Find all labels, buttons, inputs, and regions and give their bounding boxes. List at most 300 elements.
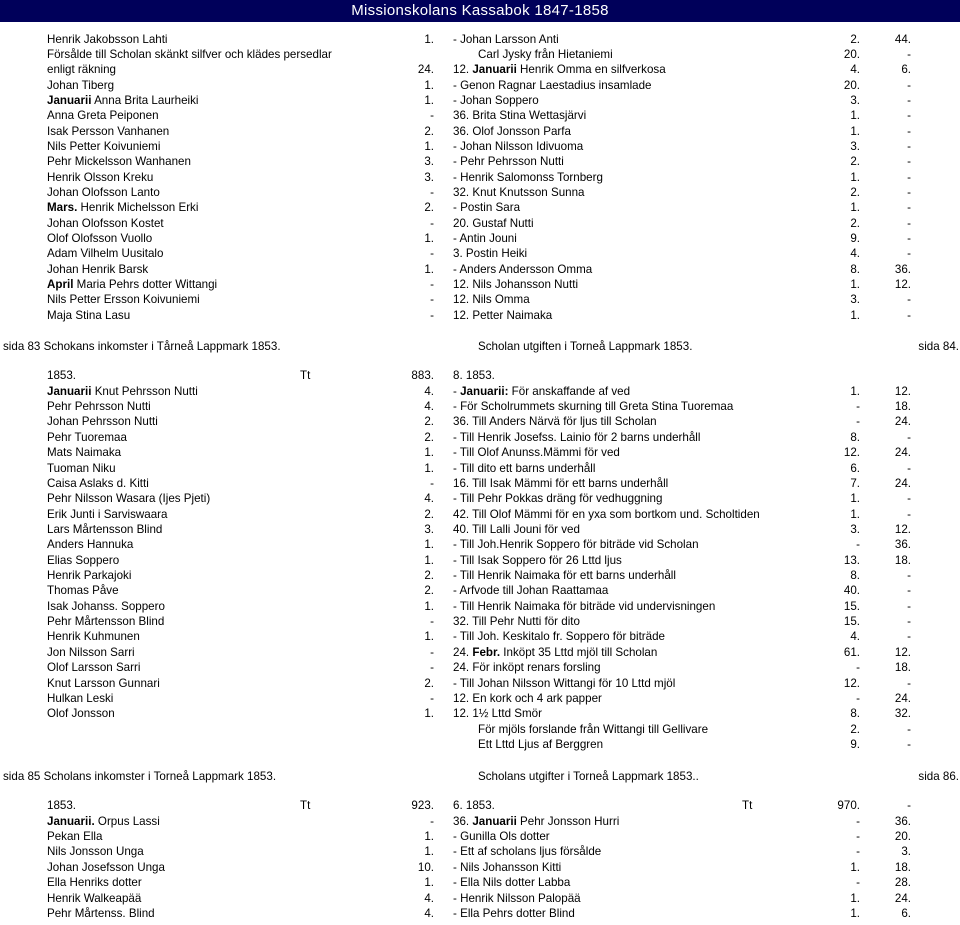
- expense-entry: 32. Till Pehr Nutti för dito: [453, 615, 580, 628]
- ledger-row: [0, 906, 960, 921]
- income-entry: Ella Henriks dotter: [47, 876, 142, 889]
- month-label: Febr.: [472, 646, 501, 659]
- ledger-row: [0, 292, 960, 307]
- expense-amount-minor: -: [907, 217, 911, 230]
- expense-amount-major: 1.: [850, 109, 860, 122]
- income-entry: Olof Jonsson: [47, 707, 115, 720]
- income-amount: 1.: [424, 232, 434, 245]
- expense-entry: 12. En kork och 4 ark papper: [453, 692, 602, 705]
- expense-entry: - Till Joh. Keskitalo fr. Soppero för biträde: [453, 630, 666, 643]
- income-amount: 1.: [424, 538, 434, 551]
- income-entry: Henrik Walkeapää: [47, 892, 142, 905]
- expense-entry: 36. Brita Stina Wettasjärvi: [453, 109, 587, 122]
- expense-entry: - Antin Jouni: [453, 232, 517, 245]
- expense-entry: Ett Lttd Ljus af Berggren: [478, 738, 604, 751]
- expense-entry: 36. Olof Jonsson Parfa: [453, 125, 571, 138]
- expense-amount-minor: -: [907, 79, 911, 92]
- month-label: Januarii.: [47, 815, 95, 828]
- expense-amount-major: -: [856, 400, 860, 413]
- expense-amount-minor: -: [907, 508, 911, 521]
- income-entry: Johan Olofsson Lanto: [47, 186, 160, 199]
- income-amount: 10.: [417, 861, 434, 874]
- income-entry: Mars. Henrik Michelsson Erki: [47, 201, 199, 214]
- expense-amount-minor: 36.: [894, 815, 911, 828]
- expense-amount-major: 12.: [843, 677, 860, 690]
- expense-amount-minor: -: [907, 630, 911, 643]
- ledger-row: [0, 399, 960, 414]
- expense-entry: 36. Januarii Pehr Jonsson Hurri: [453, 815, 620, 828]
- ledger-row: [0, 507, 960, 522]
- income-amount: -: [430, 109, 434, 122]
- expense-amount-minor: -: [907, 723, 911, 736]
- expense-amount-major: 1.: [850, 309, 860, 322]
- ledger-row: [0, 568, 960, 583]
- ledger-row: [0, 170, 960, 185]
- section-left-title: sida 83 Schokans inkomster i Tårneå Lappmark 1853.: [3, 340, 281, 353]
- expense-amount-major: 1.: [850, 861, 860, 874]
- income-entry: Johan Josefsson Unga: [47, 861, 165, 874]
- income-amount: 3.: [424, 155, 434, 168]
- month-label: Januarii:: [460, 385, 509, 398]
- income-entry: Henrik Parkajoki: [47, 569, 132, 582]
- income-entry: 1853.: [47, 369, 77, 382]
- expense-amount-major: -: [856, 661, 860, 674]
- expense-entry: - Gunilla Ols dotter: [453, 830, 550, 843]
- month-label: Januarii: [47, 385, 92, 398]
- expense-amount-major: -: [856, 692, 860, 705]
- ledger-row: [0, 231, 960, 246]
- income-amount: 1.: [424, 263, 434, 276]
- income-amount: -: [430, 309, 434, 322]
- expense-entry: - Genon Ragnar Laestadius insamlade: [453, 79, 652, 92]
- month-label: Januarii: [472, 815, 517, 828]
- section-left-title: sida 85 Scholans inkomster i Torneå Lappmark 1853.: [3, 770, 277, 783]
- expense-amount-minor: -: [907, 569, 911, 582]
- expense-amount-major: 20.: [843, 48, 860, 61]
- income-amount: -: [430, 293, 434, 306]
- income-entry: Försålde till Scholan skänkt silfver och klädes persedlar: [47, 48, 332, 61]
- expense-amount-minor: 28.: [894, 876, 911, 889]
- income-entry: Olof Larsson Sarri: [47, 661, 141, 674]
- expense-entry: 3. Postin Heiki: [453, 247, 528, 260]
- income-amount: 4.: [424, 907, 434, 920]
- section-page-number: sida 84.: [918, 340, 959, 353]
- expense-entry: - Till Henrik Josefss. Lainio för 2 barns underhåll: [453, 431, 701, 444]
- expense-entry: - Henrik Nilsson Palopää: [453, 892, 581, 905]
- expense-amount-minor: -: [907, 615, 911, 628]
- ledger-row: [0, 154, 960, 169]
- ledger-row: [0, 445, 960, 460]
- currency-unit-label: Tt: [300, 799, 311, 812]
- income-entry: Elias Soppero: [47, 554, 120, 567]
- expense-entry: 12. Nils Johansson Nutti: [453, 278, 579, 291]
- expense-amount-major: 8.: [850, 569, 860, 582]
- expense-entry: - Johan Larsson Anti: [453, 33, 559, 46]
- section-heading-row: [0, 339, 960, 354]
- expense-amount-major: 3.: [850, 293, 860, 306]
- expense-entry: För mjöls forslande från Wittangi till Gellivare: [478, 723, 709, 736]
- expense-amount-minor: -: [907, 293, 911, 306]
- ledger-row: [0, 798, 960, 813]
- income-entry: Januarii Anna Brita Laurheiki: [47, 94, 199, 107]
- expense-amount-major: 6.: [850, 462, 860, 475]
- income-amount: 1.: [424, 94, 434, 107]
- income-amount: 1.: [424, 33, 434, 46]
- ledger-row: [0, 47, 960, 62]
- expense-amount-major: 15.: [843, 600, 860, 613]
- expense-amount-minor: -: [907, 94, 911, 107]
- income-entry: Anders Hannuka: [47, 538, 134, 551]
- currency-unit-label: Tt: [742, 799, 753, 812]
- ledger-row: [0, 476, 960, 491]
- expense-amount-major: 7.: [850, 477, 860, 490]
- income-entry: Johan Olofsson Kostet: [47, 217, 164, 230]
- ledger-row: [0, 891, 960, 906]
- income-amount: -: [430, 615, 434, 628]
- expense-amount-major: 2.: [850, 217, 860, 230]
- income-entry: Adam Vilhelm Uusitalo: [47, 247, 164, 260]
- income-amount: -: [430, 692, 434, 705]
- expense-entry: - För Scholrummets skurning till Greta Stina Tuoremaa: [453, 400, 734, 413]
- expense-amount-major: 4.: [850, 247, 860, 260]
- section-right-title: Scholan utgiften i Torneå Lappmark 1853.: [478, 340, 693, 353]
- expense-amount-minor: -: [907, 140, 911, 153]
- expense-entry: - Anders Andersson Omma: [453, 263, 593, 276]
- expense-entry: - Postin Sara: [453, 201, 521, 214]
- expense-amount-major: 970.: [837, 799, 860, 812]
- ledger-row: [0, 491, 960, 506]
- income-entry: Knut Larsson Gunnari: [47, 677, 160, 690]
- expense-amount-minor: 36.: [894, 538, 911, 551]
- expense-amount-major: 2.: [850, 33, 860, 46]
- income-amount: 4.: [424, 400, 434, 413]
- expense-entry: 20. Gustaf Nutti: [453, 217, 534, 230]
- income-amount: 1.: [424, 446, 434, 459]
- expense-entry: 12. Petter Naimaka: [453, 309, 553, 322]
- expense-amount-major: 2.: [850, 186, 860, 199]
- income-entry: Erik Junti i Sarviswaara: [47, 508, 168, 521]
- income-amount: -: [430, 815, 434, 828]
- currency-unit-label: Tt: [300, 369, 311, 382]
- expense-amount-minor: -: [907, 201, 911, 214]
- income-entry: Anna Greta Peiponen: [47, 109, 159, 122]
- ledger-row: [0, 185, 960, 200]
- expense-amount-major: 8.: [850, 431, 860, 444]
- expense-amount-minor: 24.: [894, 477, 911, 490]
- expense-amount-minor: -: [907, 462, 911, 475]
- ledger-row: [0, 583, 960, 598]
- expense-entry: - Till Isak Soppero för 26 Lttd ljus: [453, 554, 622, 567]
- expense-entry: - Nils Johansson Kitti: [453, 861, 562, 874]
- income-amount: 1.: [424, 79, 434, 92]
- expense-amount-minor: -: [907, 109, 911, 122]
- income-amount: 2.: [424, 415, 434, 428]
- income-entry: Caisa Aslaks d. Kitti: [47, 477, 149, 490]
- expense-amount-minor: 18.: [894, 861, 911, 874]
- income-entry: Henrik Kuhmunen: [47, 630, 140, 643]
- ledger-row: [0, 139, 960, 154]
- expense-amount-minor: 12.: [894, 523, 911, 536]
- expense-entry: 12. Nils Omma: [453, 293, 530, 306]
- ledger-row: [0, 844, 960, 859]
- income-amount: -: [430, 247, 434, 260]
- income-entry: Hulkan Leski: [47, 692, 114, 705]
- section-right-title: Scholans utgifter i Torneå Lappmark 1853..: [478, 770, 699, 783]
- income-entry: Januarii Knut Pehrsson Nutti: [47, 385, 198, 398]
- income-amount: 2.: [424, 677, 434, 690]
- expense-amount-minor: 12.: [894, 646, 911, 659]
- income-amount: 2.: [424, 125, 434, 138]
- expense-amount-minor: -: [907, 171, 911, 184]
- expense-amount-minor: -: [907, 677, 911, 690]
- expense-entry: 16. Till Isak Mämmi för ett barns underhåll: [453, 477, 669, 490]
- section-page-number: sida 86.: [918, 770, 959, 783]
- expense-amount-major: 3.: [850, 140, 860, 153]
- expense-amount-minor: 6.: [901, 907, 911, 920]
- income-amount: 1.: [424, 876, 434, 889]
- expense-entry: 12. Januarii Henrik Omma en silfverkosa: [453, 63, 666, 76]
- ledger-row: [0, 553, 960, 568]
- expense-amount-major: 8.: [850, 263, 860, 276]
- expense-amount-major: 3.: [850, 523, 860, 536]
- expense-entry: - Till Henrik Naimaka för biträde vid undervisningen: [453, 600, 716, 613]
- income-amount: 3.: [424, 523, 434, 536]
- expense-amount-major: 1.: [850, 492, 860, 505]
- ledger-row: [0, 108, 960, 123]
- expense-amount-minor: 24.: [894, 692, 911, 705]
- expense-amount-major: 40.: [843, 584, 860, 597]
- income-amount: 1.: [424, 600, 434, 613]
- income-amount: 883.: [411, 369, 434, 382]
- income-amount: -: [430, 217, 434, 230]
- income-amount: 1.: [424, 630, 434, 643]
- expense-entry: 12. 1½ Lttd Smör: [453, 707, 542, 720]
- ledger-row: [0, 706, 960, 721]
- income-entry: Pehr Mårtenss. Blind: [47, 907, 155, 920]
- expense-amount-minor: 3.: [901, 845, 911, 858]
- income-entry: Maja Stina Lasu: [47, 309, 131, 322]
- ledger-row: [0, 246, 960, 261]
- income-entry: Isak Persson Vanhanen: [47, 125, 170, 138]
- income-entry: Henrik Olsson Kreku: [47, 171, 154, 184]
- expense-amount-minor: 18.: [894, 661, 911, 674]
- expense-amount-major: 4.: [850, 630, 860, 643]
- income-entry: Jon Nilsson Sarri: [47, 646, 135, 659]
- expense-amount-major: 1.: [850, 171, 860, 184]
- expense-amount-minor: -: [907, 186, 911, 199]
- expense-amount-minor: -: [907, 584, 911, 597]
- income-entry: Pekan Ella: [47, 830, 103, 843]
- ledger-row: [0, 737, 960, 752]
- ledger-row: [0, 384, 960, 399]
- expense-entry: Carl Jysky från Hietaniemi: [478, 48, 613, 61]
- expense-amount-major: 1.: [850, 201, 860, 214]
- expense-entry: - Till Olof Anunss.Mämmi för ved: [453, 446, 620, 459]
- income-amount: -: [430, 646, 434, 659]
- expense-entry: - Henrik Salomonss Tornberg: [453, 171, 603, 184]
- income-entry: Pehr Pehrsson Nutti: [47, 400, 151, 413]
- income-entry: Mats Naimaka: [47, 446, 122, 459]
- expense-entry: - Ella Pehrs dotter Blind: [453, 907, 575, 920]
- ledger-row: [0, 277, 960, 292]
- income-amount: 1.: [424, 140, 434, 153]
- expense-entry: - Arfvode till Johan Raattamaa: [453, 584, 609, 597]
- expense-amount-major: -: [856, 415, 860, 428]
- expense-entry: - Johan Nilsson Idivuoma: [453, 140, 584, 153]
- income-entry: 1853.: [47, 799, 77, 812]
- expense-amount-major: 2.: [850, 723, 860, 736]
- income-amount: -: [430, 278, 434, 291]
- income-amount: 4.: [424, 492, 434, 505]
- expense-entry: - Till dito ett barns underhåll: [453, 462, 596, 475]
- window-title: Missionskolans Kassabok 1847-1858: [351, 2, 609, 19]
- ledger-row: [0, 78, 960, 93]
- ledger-row: [0, 430, 960, 445]
- expense-entry: - Januarii: För anskaffande af ved: [453, 385, 631, 398]
- expense-amount-minor: 12.: [894, 278, 911, 291]
- ledger-row: [0, 124, 960, 139]
- ledger-row: [0, 414, 960, 429]
- income-amount: 923.: [411, 799, 434, 812]
- income-amount: 2.: [424, 431, 434, 444]
- expense-amount-major: -: [856, 845, 860, 858]
- expense-amount-minor: 36.: [894, 263, 911, 276]
- expense-amount-major: 1.: [850, 907, 860, 920]
- expense-amount-minor: -: [907, 309, 911, 322]
- expense-amount-major: 1.: [850, 385, 860, 398]
- expense-amount-minor: 18.: [894, 554, 911, 567]
- expense-amount-minor: -: [907, 600, 911, 613]
- expense-amount-minor: 6.: [901, 63, 911, 76]
- income-entry: Thomas Påve: [47, 584, 119, 597]
- income-amount: 1.: [424, 707, 434, 720]
- ledger-row: [0, 614, 960, 629]
- income-entry: Pehr Nilsson Wasara (Ijes Pjeti): [47, 492, 211, 505]
- expense-amount-major: 9.: [850, 232, 860, 245]
- expense-amount-minor: 24.: [894, 415, 911, 428]
- expense-amount-major: 9.: [850, 738, 860, 751]
- month-label: Januarii: [47, 94, 92, 107]
- expense-entry: - Ella Nils dotter Labba: [453, 876, 571, 889]
- expense-entry: - Johan Soppero: [453, 94, 539, 107]
- expense-amount-major: 12.: [843, 446, 860, 459]
- ledger-row: [0, 660, 960, 675]
- ledger-row: [0, 629, 960, 644]
- ledger-row: [0, 722, 960, 737]
- expense-amount-minor: -: [907, 799, 911, 812]
- income-entry: Lars Mårtensson Blind: [47, 523, 163, 536]
- ledger-row: [0, 200, 960, 215]
- income-entry: Isak Johanss. Soppero: [47, 600, 165, 613]
- expense-amount-major: 1.: [850, 892, 860, 905]
- expense-entry: - Till Henrik Naimaka för ett barns underhåll: [453, 569, 676, 582]
- expense-amount-minor: -: [907, 155, 911, 168]
- ledger-row: [0, 814, 960, 829]
- month-label: Mars.: [47, 201, 78, 214]
- expense-entry: - Till Joh.Henrik Soppero för biträde vid Scholan: [453, 538, 699, 551]
- expense-entry: 32. Knut Knutsson Sunna: [453, 186, 585, 199]
- expense-entry: 42. Till Olof Mämmi för en yxa som bortkom und. Scholtiden: [453, 508, 760, 521]
- ledger-row: [0, 676, 960, 691]
- expense-amount-minor: 20.: [894, 830, 911, 843]
- ledger-row: [0, 645, 960, 660]
- income-entry: Pehr Mårtensson Blind: [47, 615, 165, 628]
- income-entry: April Maria Pehrs dotter Wittangi: [47, 278, 218, 291]
- income-entry: Nils Petter Ersson Koivuniemi: [47, 293, 200, 306]
- expense-entry: 24. Febr. Inköpt 35 Lttd mjöl till Scholan: [453, 646, 658, 659]
- expense-amount-major: -: [856, 538, 860, 551]
- income-entry: Johan Henrik Barsk: [47, 263, 149, 276]
- expense-entry: 6. 1853.: [453, 799, 495, 812]
- income-entry: Nils Petter Koivuniemi: [47, 140, 161, 153]
- income-entry: Pehr Tuoremaa: [47, 431, 127, 444]
- expense-amount-minor: -: [907, 247, 911, 260]
- section-heading-row: [0, 769, 960, 784]
- ledger-row: [0, 860, 960, 875]
- expense-amount-minor: -: [907, 232, 911, 245]
- income-amount: 2.: [424, 569, 434, 582]
- income-amount: 2.: [424, 201, 434, 214]
- expense-amount-major: 2.: [850, 155, 860, 168]
- expense-amount-minor: 32.: [894, 707, 911, 720]
- income-entry: Pehr Mickelsson Wanhanen: [47, 155, 191, 168]
- expense-entry: - Till Johan Nilsson Wittangi för 10 Lttd mjöl: [453, 677, 676, 690]
- month-label: April: [47, 278, 74, 291]
- income-amount: 24.: [417, 63, 434, 76]
- income-amount: 1.: [424, 554, 434, 567]
- income-amount: -: [430, 477, 434, 490]
- expense-amount-major: 61.: [843, 646, 860, 659]
- expense-amount-major: 3.: [850, 94, 860, 107]
- ledger-row: [0, 537, 960, 552]
- expense-entry: - Pehr Pehrsson Nutti: [453, 155, 564, 168]
- income-amount: 4.: [424, 892, 434, 905]
- income-amount: 1.: [424, 845, 434, 858]
- expense-amount-minor: 18.: [894, 400, 911, 413]
- expense-amount-minor: -: [907, 125, 911, 138]
- income-amount: 2.: [424, 584, 434, 597]
- expense-amount-major: 1.: [850, 508, 860, 521]
- expense-amount-major: 8.: [850, 707, 860, 720]
- expense-amount-major: 15.: [843, 615, 860, 628]
- expense-entry: 24. För inköpt renars forsling: [453, 661, 601, 674]
- expense-entry: 8. 1853.: [453, 369, 495, 382]
- expense-amount-minor: 44.: [894, 33, 911, 46]
- income-entry: enligt räkning: [47, 63, 116, 76]
- income-amount: 2.: [424, 508, 434, 521]
- ledger-row: [0, 522, 960, 537]
- ledger-row: [0, 461, 960, 476]
- ledger-row: [0, 216, 960, 231]
- ledger-row: [0, 93, 960, 108]
- expense-amount-major: -: [856, 815, 860, 828]
- income-entry: Johan Tiberg: [47, 79, 115, 92]
- expense-amount-minor: 12.: [894, 385, 911, 398]
- income-amount: 1.: [424, 830, 434, 843]
- expense-amount-minor: 24.: [894, 446, 911, 459]
- expense-amount-major: -: [856, 876, 860, 889]
- income-entry: Olof Olofsson Vuollo: [47, 232, 153, 245]
- income-amount: -: [430, 186, 434, 199]
- expense-entry: - Till Pehr Pokkas dräng för vedhuggning: [453, 492, 663, 505]
- income-amount: -: [430, 661, 434, 674]
- expense-amount-major: 1.: [850, 125, 860, 138]
- income-entry: Johan Pehrsson Nutti: [47, 415, 158, 428]
- expense-amount-major: 4.: [850, 63, 860, 76]
- income-entry: Tuoman Niku: [47, 462, 116, 475]
- income-amount: 3.: [424, 171, 434, 184]
- expense-amount-minor: -: [907, 738, 911, 751]
